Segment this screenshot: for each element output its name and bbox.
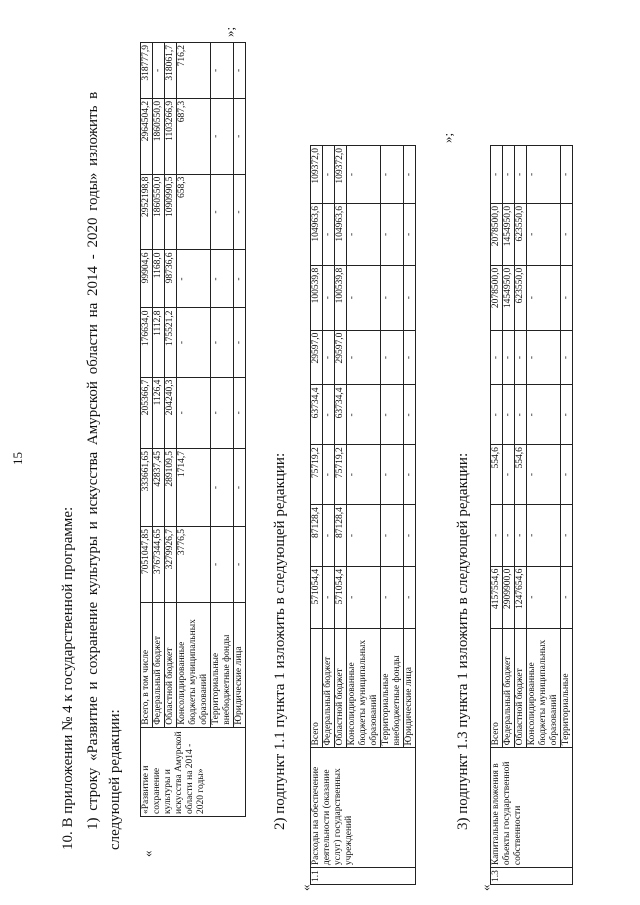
amount-cell: 100539,8: [311, 265, 323, 330]
amount-cell: -: [561, 330, 573, 385]
amount-cell: 87128,4: [311, 505, 323, 567]
amount-cell: 2078500,0: [491, 203, 503, 265]
amount-cell: 3767344,65: [153, 527, 165, 603]
amount-cell: -: [234, 174, 246, 250]
amount-cell: -: [527, 146, 561, 204]
amount-cell: 29597,0: [335, 330, 347, 385]
amount-cell: -: [211, 250, 234, 308]
amount-cell: 1168,0: [153, 250, 165, 308]
amount-cell: -: [404, 330, 416, 385]
amount-cell: 2909900,0: [503, 566, 515, 628]
item1-text: 1) строку «Развитие и сохранение культуры и искусства Амурской области на 2014 - 2020 годы» изложить в: [85, 91, 101, 830]
amount-cell: -: [323, 566, 335, 628]
table-row: [153, 43, 165, 817]
amount-cell: 205366,7: [141, 377, 153, 448]
amount-cell: -: [503, 385, 515, 445]
amount-cell: -: [323, 330, 335, 385]
funding-source-cell: Юридические лица: [234, 602, 246, 727]
amount-cell: -: [347, 203, 381, 265]
amount-cell: -: [527, 265, 561, 330]
amount-cell: 289109,5: [165, 448, 177, 526]
amount-cell: -: [234, 377, 246, 448]
amount-cell: 333661,65: [141, 448, 153, 526]
amount-cell: 7051047,85: [141, 527, 153, 603]
amount-cell: -: [347, 385, 381, 445]
amount-cell: 687,3: [177, 98, 211, 174]
amount-cell: 623550,0: [515, 265, 527, 330]
amount-cell: 1247654,6: [515, 566, 527, 628]
amount-cell: 318061,7: [165, 43, 177, 99]
funding-source-cell: Юридические лица: [404, 628, 416, 748]
close-quote: »;: [222, 26, 237, 37]
amount-cell: 1090990,5: [165, 174, 177, 250]
amount-cell: -: [211, 43, 234, 99]
amount-cell: -: [381, 445, 404, 505]
amount-cell: -: [323, 385, 335, 445]
amount-cell: 109372,0: [311, 146, 323, 204]
table-row: [165, 43, 177, 817]
amount-cell: -: [177, 377, 211, 448]
amount-cell: -: [323, 505, 335, 567]
funding-source-cell: Территориальные внебюджетные фонды: [211, 602, 234, 727]
amount-cell: -: [503, 504, 515, 566]
amount-cell: -: [347, 146, 381, 204]
amount-cell: -: [404, 566, 416, 628]
amount-cell: 100539,8: [335, 265, 347, 330]
amount-cell: -: [323, 146, 335, 204]
amount-cell: -: [527, 504, 561, 566]
amount-cell: 63734,4: [311, 385, 323, 445]
amount-cell: 75719,2: [311, 445, 323, 505]
amount-cell: -: [381, 265, 404, 330]
amount-cell: 1714,7: [177, 448, 211, 526]
amount-cell: -: [234, 308, 246, 377]
amount-cell: -: [527, 203, 561, 265]
amount-cell: -: [381, 385, 404, 445]
row-number: 1.1: [311, 868, 416, 885]
open-quote: «: [478, 884, 493, 891]
amount-cell: 204240,3: [165, 377, 177, 448]
amount-cell: 98736,6: [165, 250, 177, 308]
funding-source-cell: Территориальные внебюджетные фонды: [381, 628, 404, 748]
table-row: [211, 43, 234, 817]
amount-cell: 3776,5: [177, 527, 211, 603]
amount-cell: -: [527, 330, 561, 385]
funding-source-cell: Консолидированные бюджеты муниципальных образований: [177, 602, 211, 727]
amount-cell: -: [404, 505, 416, 567]
amount-cell: -: [234, 43, 246, 99]
program-name-cell: Расходы на обеспечение деятельности (оказание услуг) государственных учреждений: [311, 748, 416, 868]
amount-cell: -: [561, 504, 573, 566]
amount-cell: -: [323, 265, 335, 330]
amount-cell: -: [404, 146, 416, 204]
appendix-heading: 10. В приложении № 4 к государственной программе:: [60, 506, 76, 850]
amount-cell: 87128,4: [335, 505, 347, 567]
amount-cell: 554,6: [491, 445, 503, 505]
amount-cell: -: [561, 146, 573, 204]
amount-cell: -: [491, 504, 503, 566]
amount-cell: -: [211, 174, 234, 250]
table-row: [141, 43, 153, 817]
amount-cell: 2964504,2: [141, 98, 153, 174]
amount-cell: -: [381, 203, 404, 265]
funding-source-cell: Областной бюджет: [515, 628, 527, 748]
amount-cell: 175521,2: [165, 308, 177, 377]
amount-cell: 1103266,9: [165, 98, 177, 174]
amount-cell: -: [527, 385, 561, 445]
amount-cell: -: [381, 566, 404, 628]
item1-text-continued: следующей редакции:: [107, 709, 123, 850]
amount-cell: 2952198,8: [141, 174, 153, 250]
amount-cell: 571054,4: [311, 566, 323, 628]
amount-cell: 104963,6: [311, 203, 323, 265]
close-quote: »;: [440, 132, 455, 143]
row-number: 1.3: [491, 868, 573, 885]
amount-cell: 4157554,6: [491, 566, 503, 628]
amount-cell: -: [561, 566, 573, 628]
funding-source-cell: Федеральный бюджет: [503, 628, 515, 748]
table-row: [234, 43, 246, 817]
amount-cell: -: [347, 505, 381, 567]
amount-cell: -: [177, 308, 211, 377]
amount-cell: 1860550,0: [153, 174, 165, 250]
amount-cell: 29597,0: [311, 330, 323, 385]
amount-cell: -: [347, 330, 381, 385]
item3-heading: 3) подпункт 1.3 пункта 1 изложить в следующей редакции:: [455, 452, 471, 830]
subitem-1-3-table: [490, 145, 573, 885]
amount-cell: -: [561, 265, 573, 330]
amount-cell: -: [527, 445, 561, 505]
amount-cell: 75719,2: [335, 445, 347, 505]
table-row: [491, 146, 503, 885]
amount-cell: -: [404, 385, 416, 445]
amount-cell: -: [211, 448, 234, 526]
amount-cell: -: [177, 250, 211, 308]
amount-cell: 658,3: [177, 174, 211, 250]
amount-cell: -: [561, 385, 573, 445]
table-row: [177, 43, 211, 817]
amount-cell: 623550,0: [515, 203, 527, 265]
amount-cell: 1112,8: [153, 308, 165, 377]
funding-source-cell: Территориальные: [561, 628, 573, 748]
funding-source-cell: Консолидированные бюджеты муниципальных образований: [527, 628, 561, 748]
amount-cell: -: [491, 146, 503, 204]
amount-cell: -: [515, 146, 527, 204]
funding-source-cell: Консолидированные бюджеты муниципальных образований: [347, 628, 381, 748]
amount-cell: -: [211, 98, 234, 174]
amount-cell: -: [404, 265, 416, 330]
amount-cell: -: [561, 445, 573, 505]
amount-cell: -: [491, 385, 503, 445]
program-finance-table: [140, 42, 246, 817]
amount-cell: 99904,6: [141, 250, 153, 308]
amount-cell: -: [503, 445, 515, 505]
amount-cell: -: [515, 504, 527, 566]
amount-cell: 1860550,0: [153, 98, 165, 174]
amount-cell: -: [404, 445, 416, 505]
amount-cell: 63734,4: [335, 385, 347, 445]
amount-cell: -: [234, 448, 246, 526]
amount-cell: 318777,9: [141, 43, 153, 99]
amount-cell: -: [347, 566, 381, 628]
amount-cell: 2078500,0: [491, 265, 503, 330]
amount-cell: 104963,6: [335, 203, 347, 265]
page-number: 15: [10, 452, 25, 465]
amount-cell: 571054,4: [335, 566, 347, 628]
amount-cell: -: [153, 43, 165, 99]
amount-cell: 3279926,7: [165, 527, 177, 603]
amount-cell: 1454950,0: [503, 203, 515, 265]
amount-cell: 176634,0: [141, 308, 153, 377]
amount-cell: -: [234, 250, 246, 308]
amount-cell: -: [515, 330, 527, 385]
amount-cell: -: [561, 203, 573, 265]
amount-cell: -: [211, 377, 234, 448]
amount-cell: -: [347, 265, 381, 330]
amount-cell: -: [381, 505, 404, 567]
funding-source-cell: Федеральный бюджет: [153, 602, 165, 727]
funding-source-cell: Областной бюджет: [165, 602, 177, 727]
amount-cell: -: [381, 330, 404, 385]
subitem-1-1-table: [310, 145, 416, 885]
amount-cell: -: [234, 98, 246, 174]
open-quote: «: [298, 884, 313, 891]
funding-source-cell: Всего: [311, 628, 323, 748]
amount-cell: 1454950,0: [503, 265, 515, 330]
item2-heading: 2) подпункт 1.1 пункта 1 изложить в следующей редакции:: [272, 452, 288, 830]
amount-cell: 109372,0: [335, 146, 347, 204]
amount-cell: -: [503, 330, 515, 385]
amount-cell: -: [503, 146, 515, 204]
amount-cell: -: [347, 445, 381, 505]
amount-cell: -: [404, 203, 416, 265]
amount-cell: -: [323, 445, 335, 505]
funding-source-cell: Всего: [491, 628, 503, 748]
amount-cell: -: [527, 566, 561, 628]
amount-cell: -: [323, 203, 335, 265]
amount-cell: 554,6: [515, 445, 527, 505]
amount-cell: -: [515, 385, 527, 445]
amount-cell: -: [491, 330, 503, 385]
amount-cell: -: [211, 308, 234, 377]
amount-cell: -: [381, 146, 404, 204]
open-quote: «: [140, 850, 155, 857]
amount-cell: 1126,4: [153, 377, 165, 448]
table-row: [311, 146, 323, 885]
amount-cell: -: [234, 527, 246, 603]
amount-cell: 716,2: [177, 43, 211, 99]
program-name-cell: Капитальные вложения в объекты государственной собственности: [491, 748, 573, 868]
funding-source-cell: Федеральный бюджет: [323, 628, 335, 748]
funding-source-cell: Всего, в том числе: [141, 602, 153, 727]
funding-source-cell: Областной бюджет: [335, 628, 347, 748]
program-name-cell: «Развитие и сохранение культуры и искусства Амурской области на 2014 - 2020 годы»: [141, 727, 246, 816]
amount-cell: -: [211, 527, 234, 603]
amount-cell: 42837,45: [153, 448, 165, 526]
